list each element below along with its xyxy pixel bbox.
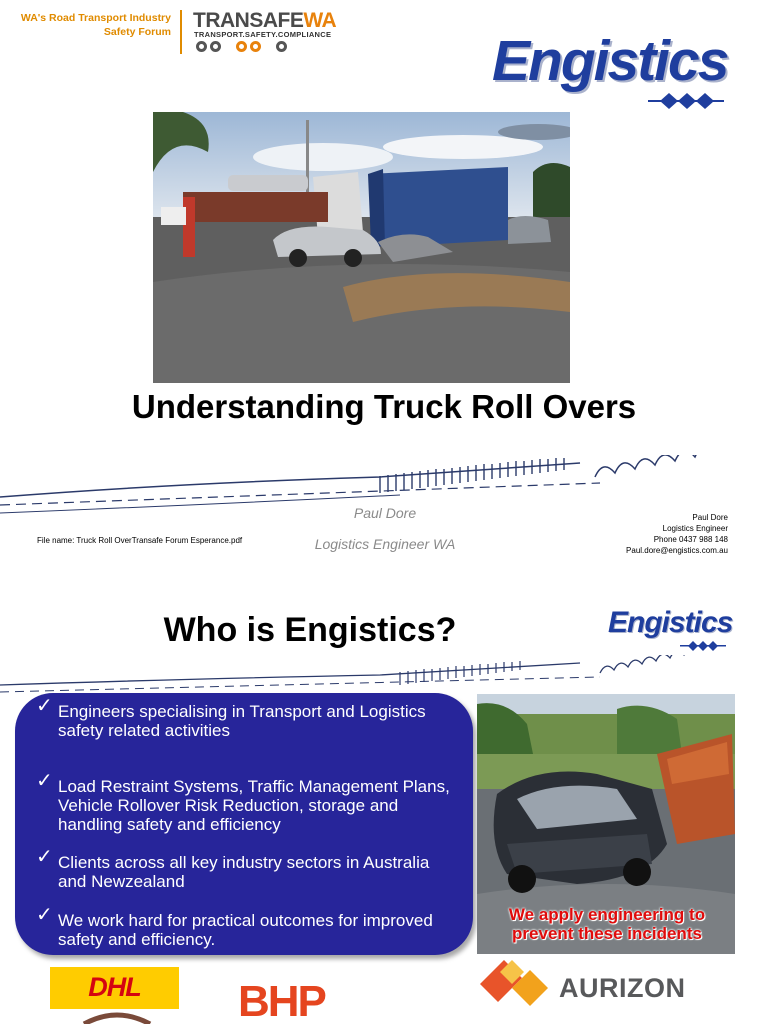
checkmark-icon: ✓ (36, 846, 53, 868)
services-box (15, 693, 473, 955)
aurizon-logo: AURIZON (559, 973, 686, 1003)
contact-phone: Phone 0437 988 148 (653, 535, 728, 544)
forum-tagline-line-1: WA's Road Transport Industry (20, 12, 171, 24)
presenter-name: Paul Dore (353, 505, 417, 521)
forum-tagline-line-2: Safety Forum (103, 26, 171, 38)
truck-rollover-photo (153, 112, 570, 383)
photo-caption (478, 905, 736, 943)
service-bullet-text: Clients across all key industry sectors in Australia and Newzealand (58, 853, 430, 891)
transafe-logo-main: TRANSAFE (193, 9, 304, 32)
checkmark-icon: ✓ (36, 695, 53, 717)
photo-caption-line-1: We apply engineering to (508, 905, 706, 924)
tyre-icon (250, 41, 261, 52)
service-bullet (36, 904, 457, 949)
tyre-icon (236, 41, 247, 52)
service-bullet-text: Engineers specialising in Transport and Logistics safety related activities (58, 702, 426, 740)
transafe-logo-accent: WA (303, 9, 337, 32)
forum-tagline (18, 11, 171, 39)
checkmark-icon: ✓ (36, 904, 53, 926)
transafe-tyre-icons (196, 39, 290, 57)
engistics-diamonds-icon (648, 90, 724, 114)
tyre-icon (276, 41, 287, 52)
aurizon-logo-icon (478, 958, 556, 1008)
slide-1-title: Understanding Truck Roll Overs (131, 388, 637, 425)
contact-name: Paul Dore (692, 513, 728, 522)
bhp-logo: BHP (238, 977, 325, 1026)
tyre-icon (196, 41, 207, 52)
dhl-logo-text: DHL (88, 972, 141, 1002)
logo-divider (180, 10, 182, 54)
service-bullet-text: We work hard for practical outcomes for improved safety and efficiency. (58, 911, 433, 949)
slide-2-title: Who is Engistics? (163, 611, 457, 649)
partial-client-logo (82, 1010, 152, 1024)
checkmark-icon: ✓ (36, 770, 53, 792)
tyre-icon (210, 41, 221, 52)
service-bullet (36, 770, 457, 834)
transafe-logo-subtitle: TRANSPORT.SAFETY.COMPLIANCE (194, 30, 332, 39)
contact-role: Logistics Engineer (662, 524, 728, 533)
engistics-logo: Engistics (492, 29, 728, 93)
service-bullet-text: Load Restraint Systems, Traffic Management Plans, Vehicle Rollover Risk Reduction, storage and handling safety and efficiency (58, 777, 450, 834)
file-name: File name: Truck Roll OverTransafe Forum Esperance.pdf (37, 536, 243, 545)
engistics-diamonds-icon (680, 640, 726, 652)
contact-email[interactable]: Paul.dore@engistics.com.au (626, 546, 728, 555)
presenter-role: Logistics Engineer WA (314, 536, 456, 552)
photo-caption-line-2: prevent these incidents (512, 924, 702, 943)
engistics-logo-small: Engistics (608, 606, 733, 639)
service-bullet (36, 695, 457, 740)
service-bullet (36, 846, 457, 891)
contact-block (590, 512, 728, 556)
